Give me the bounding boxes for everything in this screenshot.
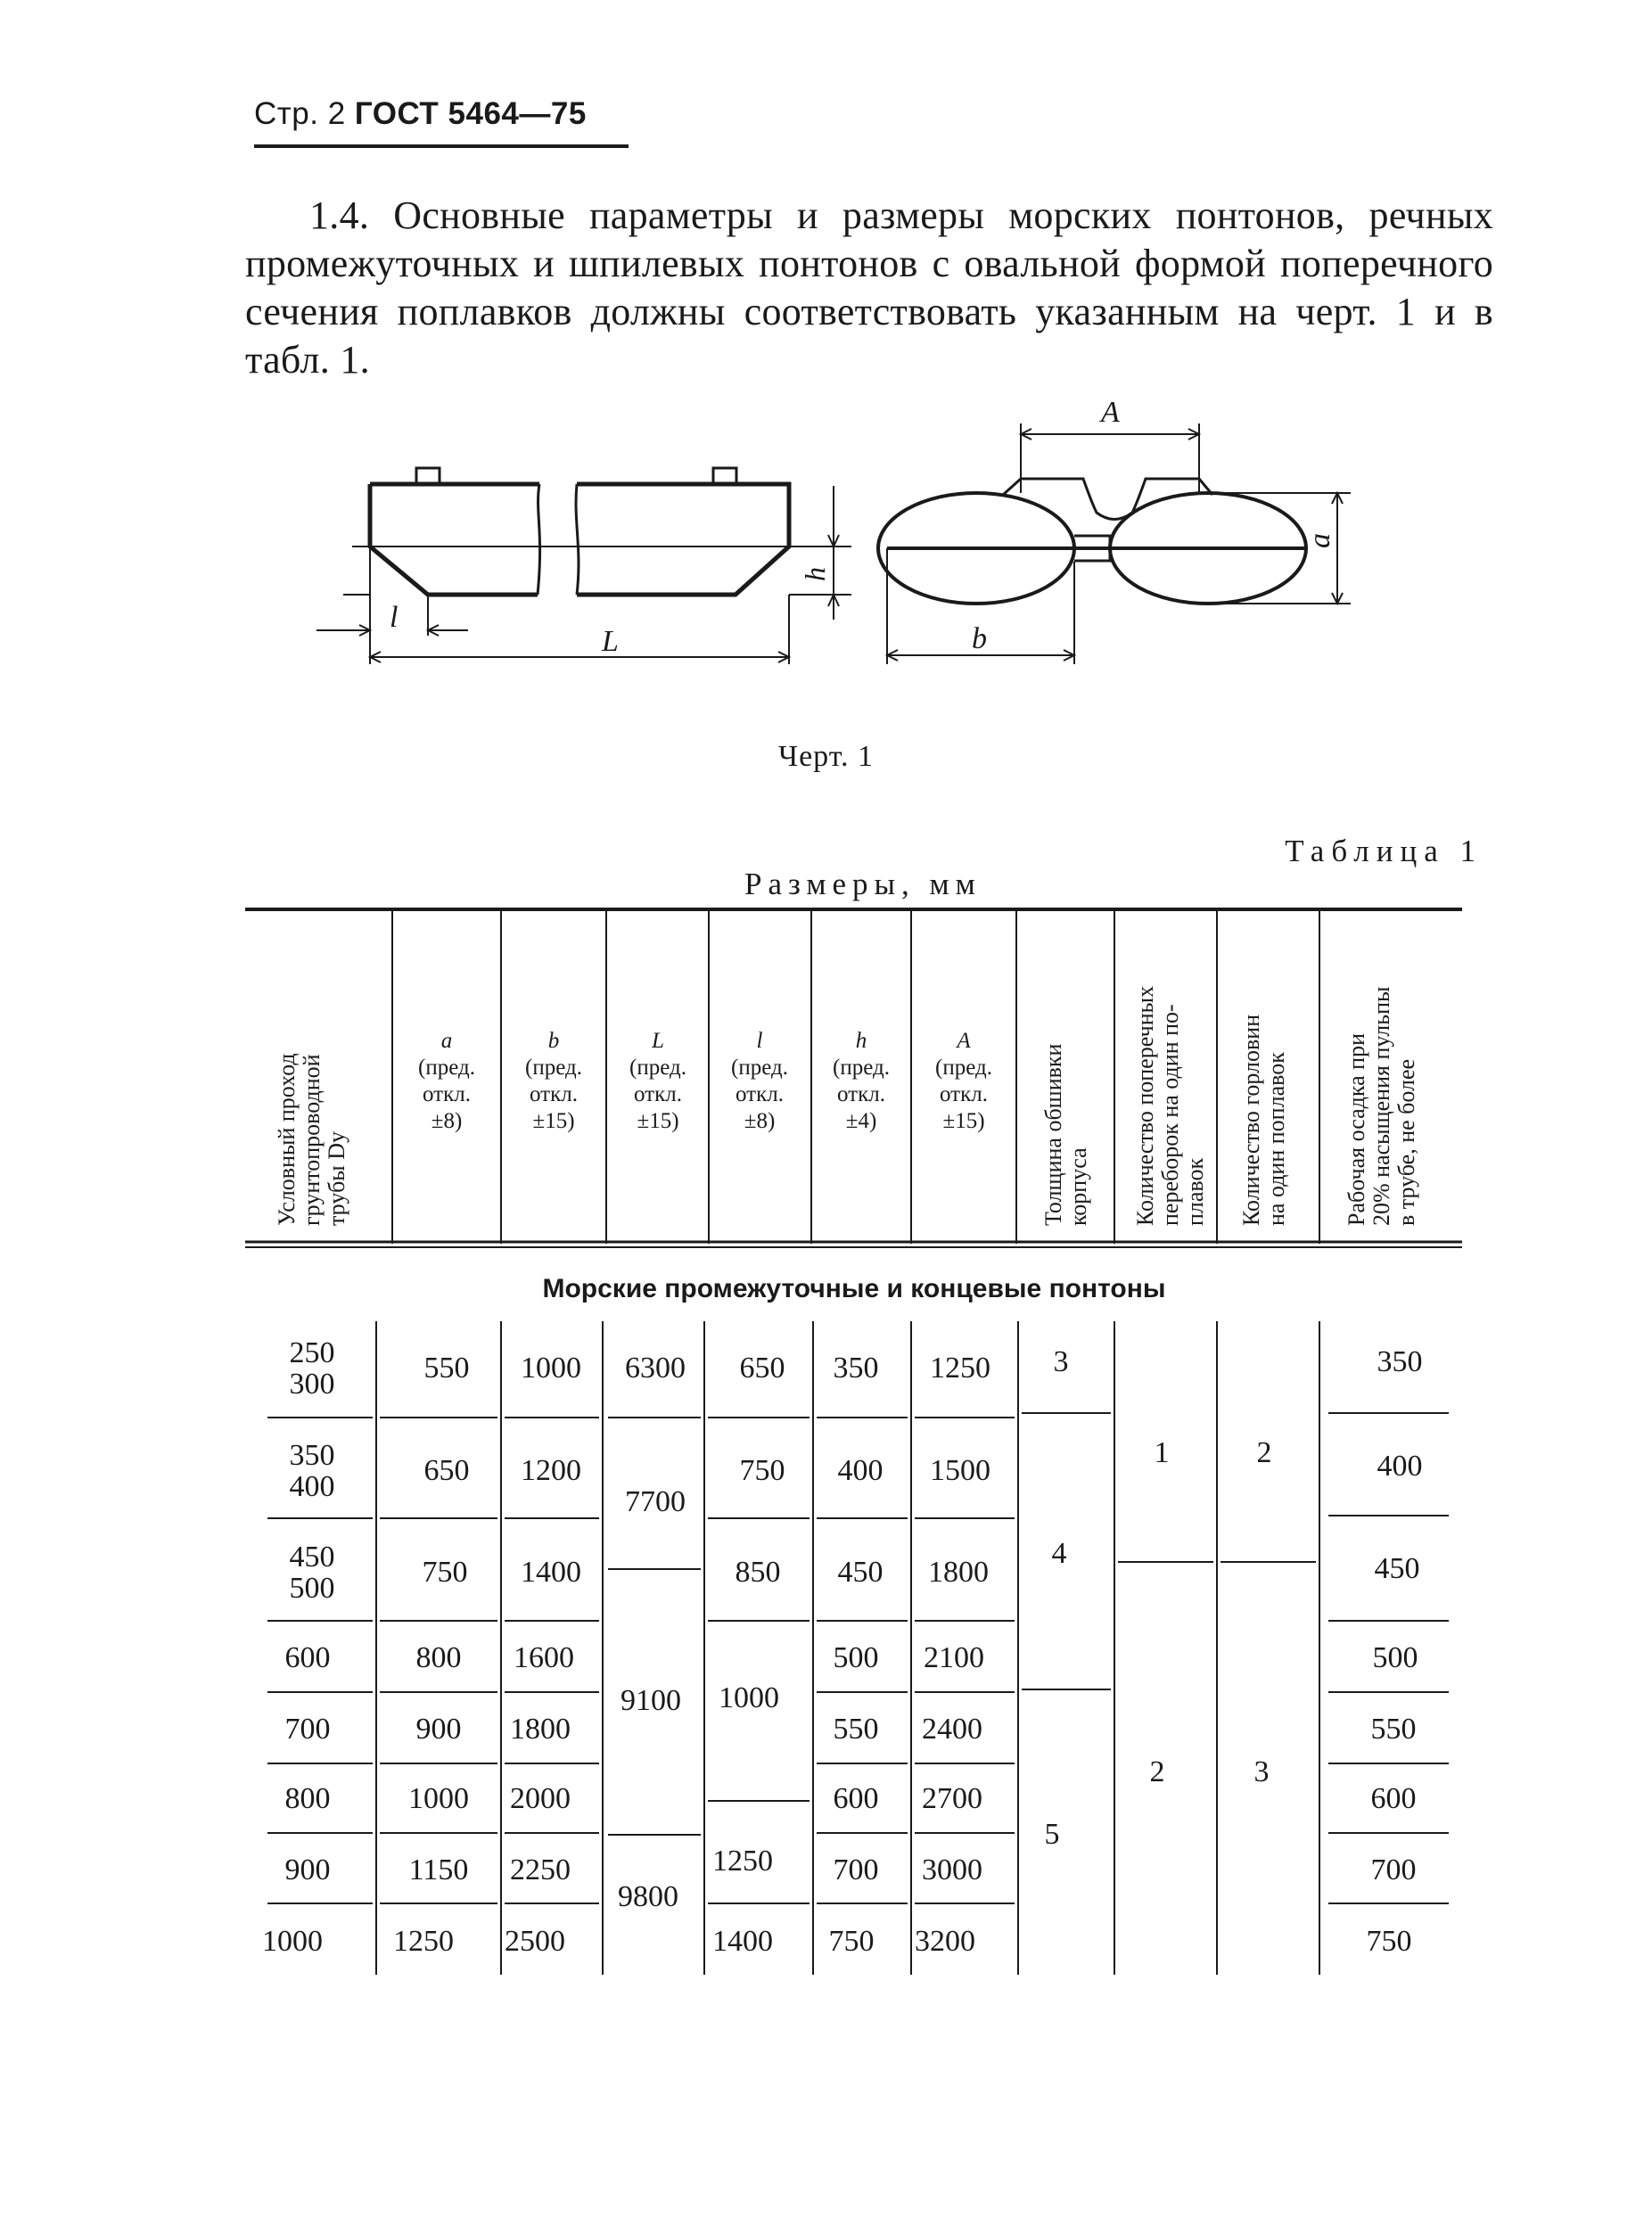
cell-h: 550 bbox=[833, 1713, 879, 1746]
cell-dy: 600 bbox=[284, 1641, 331, 1674]
cell-a: 1150 bbox=[408, 1853, 469, 1886]
header-L-l3: ±15) bbox=[637, 1109, 679, 1133]
header-draft-l2: 20% насыщения пульпы bbox=[1368, 986, 1394, 1226]
header-h-l2: откл. bbox=[837, 1082, 885, 1106]
cell-h: 600 bbox=[833, 1782, 879, 1815]
header-thickness-l2: корпуса bbox=[1065, 1147, 1091, 1226]
cell-a: 750 bbox=[422, 1556, 468, 1589]
cell-dy: 700 bbox=[284, 1713, 331, 1746]
header-l bbox=[731, 1029, 788, 1133]
cell-draft: 700 bbox=[1370, 1853, 1417, 1886]
page-number: Стр. 2 bbox=[254, 96, 346, 131]
cell-a: 900 bbox=[415, 1713, 462, 1746]
header-a-sym: a bbox=[440, 1029, 453, 1053]
header-dy-line1: Условный проход bbox=[274, 1053, 300, 1226]
cell-draft: 350 bbox=[1377, 1345, 1423, 1378]
cell-dy: 300 bbox=[289, 1368, 335, 1401]
cell-a: 800 bbox=[415, 1641, 462, 1674]
cell-L: 7700 bbox=[625, 1485, 686, 1518]
cell-necks: 2 bbox=[1256, 1436, 1272, 1469]
cell-thickness: 5 bbox=[1044, 1818, 1060, 1851]
cell-dy: 250 bbox=[289, 1336, 335, 1369]
label-a: a bbox=[1303, 533, 1336, 548]
header-draft-l1: Рабочая осадка при bbox=[1344, 1032, 1369, 1226]
header-b-sym: b bbox=[547, 1029, 560, 1053]
header-L bbox=[629, 1029, 686, 1133]
header-A bbox=[935, 1029, 992, 1133]
cell-thickness: 4 bbox=[1051, 1537, 1067, 1570]
cell-A: 2100 bbox=[924, 1641, 984, 1674]
cell-b: 1600 bbox=[514, 1641, 574, 1674]
header-bulkheads-l2: переборок на один по- bbox=[1157, 1004, 1183, 1226]
cell-l: 1250 bbox=[712, 1845, 773, 1878]
header-b-l2: откл. bbox=[530, 1082, 578, 1106]
header-draft-l3: в трубе, не более bbox=[1393, 1058, 1419, 1226]
cell-draft: 500 bbox=[1372, 1641, 1418, 1674]
cell-b: 1800 bbox=[510, 1713, 571, 1746]
header-thickness bbox=[1040, 1043, 1091, 1226]
cell-A: 3200 bbox=[915, 1925, 975, 1958]
cell-dy: 500 bbox=[289, 1572, 335, 1605]
header-h bbox=[833, 1029, 890, 1133]
header-L-l1: (пред. bbox=[629, 1056, 686, 1080]
cell-dy: 1000 bbox=[262, 1925, 323, 1958]
header-b-l3: ±15) bbox=[532, 1109, 575, 1133]
header-bulkheads-l3: плавок bbox=[1182, 1157, 1208, 1226]
header-b-l1: (пред. bbox=[525, 1056, 582, 1080]
cell-dy: 450 bbox=[289, 1541, 335, 1574]
cell-b: 1400 bbox=[521, 1556, 581, 1589]
header-thickness-l1: Толщина обшивки bbox=[1040, 1043, 1066, 1226]
cell-l: 1400 bbox=[712, 1925, 773, 1958]
cell-b: 1000 bbox=[521, 1352, 581, 1385]
cell-h: 500 bbox=[833, 1641, 879, 1674]
header-bulkheads bbox=[1132, 986, 1208, 1226]
header-dims bbox=[418, 1029, 992, 1133]
cell-b: 1200 bbox=[521, 1454, 581, 1487]
header-A-l3: ±15) bbox=[942, 1109, 985, 1133]
standard-number: ГОСТ 5464—75 bbox=[354, 96, 587, 131]
cell-h: 350 bbox=[833, 1352, 879, 1385]
cell-draft: 400 bbox=[1377, 1450, 1423, 1483]
header-a-l1: (пред. bbox=[418, 1056, 475, 1080]
cell-a: 650 bbox=[423, 1454, 470, 1487]
cell-b: 2500 bbox=[505, 1925, 565, 1958]
cell-bulkheads: 1 bbox=[1154, 1436, 1170, 1469]
header-a bbox=[418, 1029, 475, 1133]
header-A-sym: A bbox=[957, 1029, 971, 1053]
drawing-caption: Черт. 1 bbox=[777, 740, 875, 773]
paragraph-1-4: 1.4. Основные параметры и размеры морских понтонов, речных промежуточных и шпилевых понтонов с овальной формой поперечного сечения поплавков должны соответствовать указанным на черт. 1 и в табл. 1. bbox=[245, 193, 1493, 382]
label-l: l bbox=[390, 601, 399, 634]
label-h: h bbox=[799, 567, 831, 581]
header-h-sym: h bbox=[855, 1029, 867, 1053]
header-necks bbox=[1238, 1015, 1289, 1226]
cell-l: 850 bbox=[735, 1556, 781, 1589]
label-A: A bbox=[1101, 397, 1120, 429]
cell-L: 9100 bbox=[621, 1684, 681, 1717]
cell-l: 650 bbox=[739, 1352, 785, 1385]
cell-h: 750 bbox=[828, 1925, 875, 1958]
section-title: Морские промежуточные и концевые понтоны bbox=[542, 1274, 1166, 1303]
table-body bbox=[262, 1336, 1423, 1958]
table-subtitle: Размеры, мм bbox=[744, 867, 982, 901]
label-L: L bbox=[602, 625, 619, 658]
cell-h: 700 bbox=[833, 1853, 879, 1886]
header-b bbox=[525, 1029, 582, 1133]
cell-A: 1800 bbox=[928, 1556, 989, 1589]
header-l-sym: l bbox=[756, 1029, 763, 1053]
cell-b: 2250 bbox=[510, 1853, 571, 1886]
label-b: b bbox=[972, 622, 987, 655]
cell-a: 550 bbox=[423, 1352, 470, 1385]
header-dy-line3: трубы Dу bbox=[324, 1131, 349, 1226]
header-dy-line2: грунтопроводной bbox=[299, 1054, 325, 1226]
cell-h: 450 bbox=[837, 1556, 884, 1589]
header-a-l2: откл. bbox=[423, 1082, 471, 1106]
cell-thickness: 3 bbox=[1053, 1345, 1069, 1378]
header-A-l2: откл. bbox=[940, 1082, 988, 1106]
header-A-l1: (пред. bbox=[935, 1056, 992, 1080]
cell-L: 6300 bbox=[625, 1352, 686, 1385]
cell-draft: 450 bbox=[1374, 1552, 1420, 1585]
header-L-sym: L bbox=[652, 1029, 664, 1053]
cell-dy: 800 bbox=[284, 1782, 331, 1815]
header-h-l1: (пред. bbox=[833, 1056, 890, 1080]
cell-draft: 750 bbox=[1366, 1925, 1412, 1958]
table-label: Таблица 1 bbox=[1285, 834, 1483, 868]
cell-dy: 900 bbox=[284, 1853, 331, 1886]
header-dy bbox=[274, 1053, 349, 1226]
header-necks-l2: на один поплавок bbox=[1263, 1052, 1289, 1226]
cell-l: 1000 bbox=[719, 1681, 779, 1714]
cell-bulkheads: 2 bbox=[1149, 1755, 1165, 1788]
cell-A: 2700 bbox=[922, 1782, 982, 1815]
cell-A: 3000 bbox=[922, 1853, 982, 1886]
header-a-l3: ±8) bbox=[431, 1109, 463, 1133]
header-bulkheads-l1: Количество поперечных bbox=[1132, 985, 1158, 1226]
cell-necks: 3 bbox=[1253, 1755, 1270, 1788]
header-l-l2: откл. bbox=[736, 1082, 784, 1106]
cell-l: 750 bbox=[739, 1454, 785, 1487]
cell-A: 1500 bbox=[930, 1454, 990, 1487]
header-h-l3: ±4) bbox=[845, 1109, 877, 1133]
header-l-l3: ±8) bbox=[744, 1109, 776, 1133]
cell-dy: 400 bbox=[289, 1470, 335, 1503]
cell-L: 9800 bbox=[618, 1880, 678, 1913]
cell-dy: 350 bbox=[289, 1439, 335, 1472]
cell-draft: 550 bbox=[1370, 1713, 1417, 1746]
cell-A: 2400 bbox=[922, 1713, 982, 1746]
cell-A: 1250 bbox=[930, 1352, 990, 1385]
header-L-l2: откл. bbox=[634, 1082, 682, 1106]
header-draft bbox=[1344, 987, 1419, 1226]
cell-b: 2000 bbox=[510, 1782, 571, 1815]
cell-h: 400 bbox=[837, 1454, 884, 1487]
header-l-l1: (пред. bbox=[731, 1056, 788, 1080]
cell-a: 1250 bbox=[393, 1925, 454, 1958]
cell-a: 1000 bbox=[408, 1782, 469, 1815]
header-necks-l1: Количество горловин bbox=[1238, 1014, 1264, 1226]
cell-draft: 600 bbox=[1370, 1782, 1417, 1815]
